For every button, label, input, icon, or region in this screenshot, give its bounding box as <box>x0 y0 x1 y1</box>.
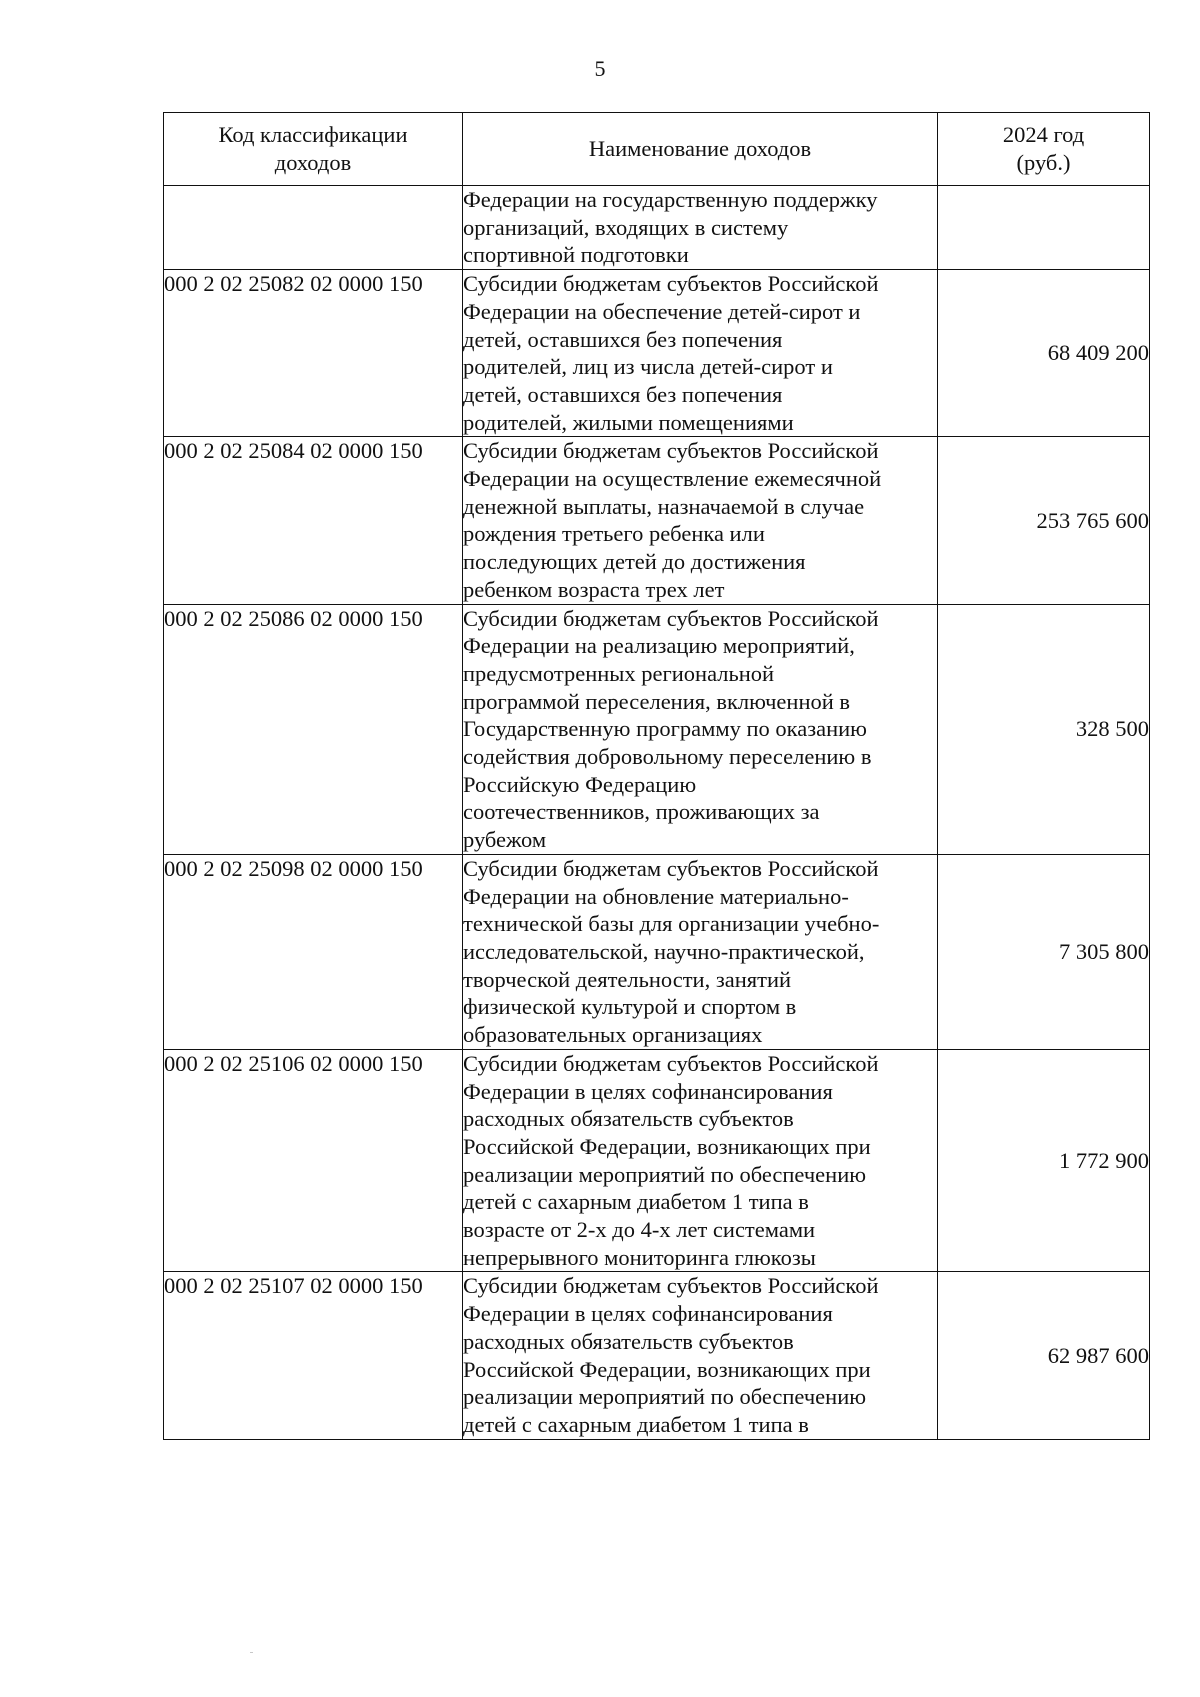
revenue-name-line: родителей, жилыми помещениями <box>463 409 794 435</box>
revenue-name-line: программой переселения, включенной в <box>463 688 851 714</box>
revenue-name-line: денежной выплаты, назначаемой в случае <box>463 493 865 519</box>
revenue-name-line: Федерации на государственную поддержку <box>463 187 878 212</box>
classification-code-cell: 000 2 02 25106 02 0000 150 <box>164 1049 463 1272</box>
header-name <box>463 113 938 186</box>
table-body <box>164 186 1150 1440</box>
classification-code-cell: 000 2 02 25084 02 0000 150 <box>164 437 463 604</box>
table-row <box>164 1049 1150 1272</box>
revenue-name-cell <box>463 1049 938 1272</box>
revenue-name-line: исследовательской, научно-практической, <box>463 938 865 964</box>
table-header <box>164 113 1150 186</box>
revenue-name-line: Субсидии бюджетам субъектов Российской <box>463 855 879 881</box>
revenue-name-cell <box>463 270 938 437</box>
page-number: 5 <box>594 56 606 81</box>
revenue-name-line: детей с сахарным диабетом 1 типа в <box>463 1189 809 1215</box>
revenue-name-line: Российской Федерации, возникающих при <box>463 1133 871 1159</box>
revenue-name-line: рождения третьего ребенка или <box>463 521 765 547</box>
revenue-name-line: рубежом <box>463 827 547 853</box>
revenue-name-line: Субсидии бюджетам субъектов Российской <box>463 1273 879 1299</box>
table-row <box>164 1272 1150 1439</box>
header-row <box>164 113 1150 186</box>
revenue-name-line: Субсидии бюджетам субъектов Российской <box>463 438 879 464</box>
revenue-name-line: содействия добровольному переселению в <box>463 744 872 770</box>
revenue-name-line: Российскую Федерацию <box>463 771 697 797</box>
revenue-name-line: непрерывного мониторинга глюкозы <box>463 1244 816 1270</box>
revenue-name-line: детей с сахарным диабетом 1 типа в <box>463 1411 809 1437</box>
classification-code-cell: 000 2 02 25082 02 0000 150 <box>164 270 463 437</box>
revenue-name-line: Субсидии бюджетам субъектов Российской <box>463 605 879 631</box>
revenue-name-line: последующих детей до достижения <box>463 549 806 575</box>
revenue-table <box>163 112 1150 1440</box>
classification-code-cell: 000 2 02 25086 02 0000 150 <box>164 604 463 854</box>
revenue-name-cell <box>463 437 938 604</box>
revenue-name-line: физической культурой и спортом в <box>463 994 797 1020</box>
revenue-name-line: образовательных организациях <box>463 1022 763 1048</box>
revenue-name-line: родителей, лиц из числа детей-сирот и <box>463 354 833 380</box>
revenue-name-line: детей, оставшихся без попечения <box>463 326 783 352</box>
header-amount-line: (руб.) <box>1016 150 1071 175</box>
table-row <box>164 604 1150 854</box>
table-row <box>164 437 1150 604</box>
revenue-name-line: ребенком возраста трех лет <box>463 576 725 602</box>
header-name-line: Наименование доходов <box>588 136 812 162</box>
classification-code-cell <box>164 186 463 270</box>
header-code <box>164 113 463 186</box>
revenue-name-line: Федерации на обеспечение детей-сирот и <box>463 298 861 324</box>
revenue-name-line: творческой деятельности, занятий <box>463 966 792 992</box>
revenue-name-line: детей, оставшихся без попечения <box>463 381 783 407</box>
revenue-name-line: Федерации на реализацию мероприятий, <box>463 633 855 659</box>
revenue-name-line: Федерации на осуществление ежемесячной <box>463 466 882 492</box>
revenue-name-line: соотечественников, проживающих за <box>463 799 820 825</box>
revenue-name-line: организаций, входящих в систему <box>463 214 789 240</box>
amount-cell <box>938 186 1150 270</box>
table-row <box>164 854 1150 1049</box>
classification-code-cell: 000 2 02 25107 02 0000 150 <box>164 1272 463 1439</box>
classification-code-cell: 000 2 02 25098 02 0000 150 <box>164 854 463 1049</box>
table-row <box>164 186 1150 270</box>
revenue-name-line: спортивной подготовки <box>463 242 689 268</box>
revenue-name-line: реализации мероприятий по обеспечению <box>463 1384 867 1410</box>
amount-cell: 68 409 200 <box>938 270 1150 437</box>
header-code-line: доходов <box>274 150 352 175</box>
revenue-name-line: Федерации в целях софинансирования <box>463 1078 833 1104</box>
table-row <box>164 270 1150 437</box>
revenue-name-line: технической базы для организации учебно- <box>463 911 880 937</box>
revenue-name-line: реализации мероприятий по обеспечению <box>463 1161 867 1187</box>
header-amount <box>938 113 1150 186</box>
revenue-name-line: Субсидии бюджетам субъектов Российской <box>463 1050 879 1076</box>
revenue-name-line: Федерации в целях софинансирования <box>463 1301 833 1327</box>
revenue-name-line: возрасте от 2-х до 4-х лет системами <box>463 1217 816 1243</box>
revenue-name-line: расходных обязательств субъектов <box>463 1328 794 1354</box>
amount-cell: 1 772 900 <box>938 1049 1150 1272</box>
revenue-name-cell <box>463 1272 938 1439</box>
revenue-name-line: Субсидии бюджетам субъектов Российской <box>463 271 879 297</box>
revenue-name-cell <box>463 604 938 854</box>
scan-speck <box>250 1652 253 1653</box>
amount-cell: 328 500 <box>938 604 1150 854</box>
revenue-name-line: Российской Федерации, возникающих при <box>463 1356 871 1382</box>
revenue-name-line: Федерации на обновление материально- <box>463 883 849 909</box>
revenue-name-line: предусмотренных региональной <box>463 660 775 686</box>
header-code-line: Код классификации <box>218 122 408 148</box>
revenue-name-line: Государственную программу по оказанию <box>463 716 867 742</box>
revenue-name-cell <box>463 854 938 1049</box>
amount-cell: 253 765 600 <box>938 437 1150 604</box>
amount-cell: 7 305 800 <box>938 854 1150 1049</box>
header-amount-line: 2024 год <box>1002 122 1085 148</box>
revenue-name-line: расходных обязательств субъектов <box>463 1106 794 1132</box>
amount-cell: 62 987 600 <box>938 1272 1150 1439</box>
revenue-name-cell <box>463 186 938 270</box>
